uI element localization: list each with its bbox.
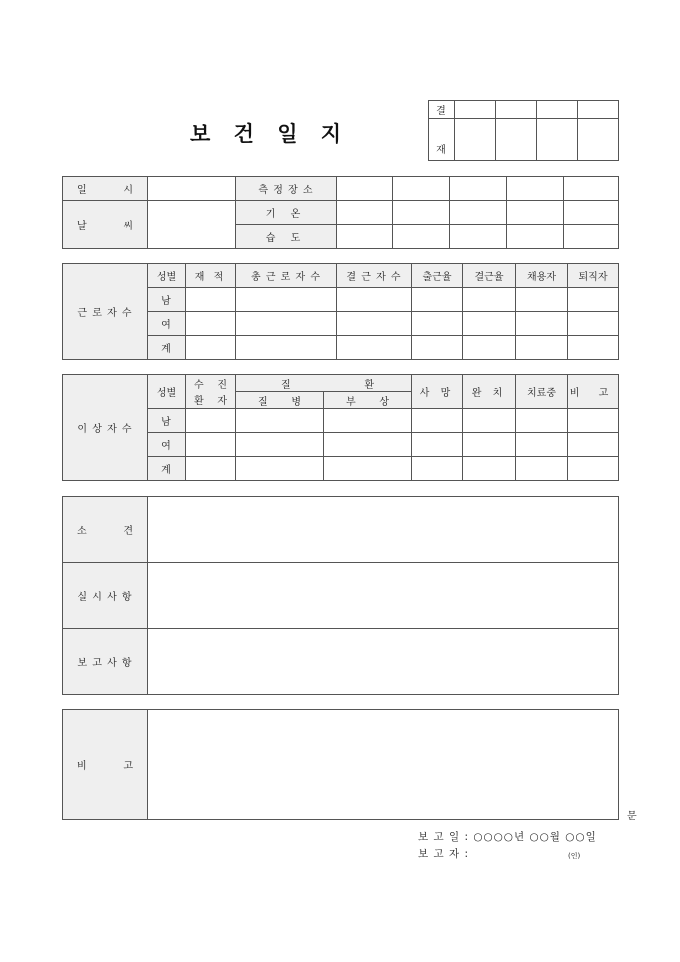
place-cell[interactable] [450,177,507,201]
approval-table [428,100,619,161]
patients-cell[interactable] [516,409,568,433]
workers-cell[interactable] [463,336,516,360]
patients-cell[interactable] [412,433,463,457]
approval-cell[interactable] [496,101,537,119]
approval-label-bottom: 재 [429,119,455,161]
workers-cell[interactable] [568,336,619,360]
workers-cell[interactable] [412,336,463,360]
place-label: 측 정 장 소 [236,177,337,201]
humidity-cell[interactable] [450,225,507,249]
patients-cell[interactable] [186,409,236,433]
actions-field[interactable] [148,563,619,629]
approval-cell[interactable] [455,101,496,119]
patients-header-cured: 완 치 [463,375,516,409]
workers-header-hired: 채용자 [516,264,568,288]
approval-label-top: 결 [429,101,455,119]
humidity-cell[interactable] [507,225,564,249]
patients-cell[interactable] [324,457,412,481]
approval-sign-cell[interactable] [578,119,619,161]
patients-header-treated-bottom: 환 자 [186,392,236,409]
remarks-table [62,709,619,820]
workers-row-male: 남 [148,288,186,312]
workers-cell[interactable] [236,312,337,336]
patients-cell[interactable] [324,433,412,457]
workers-cell[interactable] [463,312,516,336]
patients-cell[interactable] [412,409,463,433]
workers-cell[interactable] [337,336,412,360]
actions-label: 실 시 사 항 [63,563,148,629]
workers-cell[interactable] [516,336,568,360]
approval-sign-cell[interactable] [455,119,496,161]
workers-cell[interactable] [186,336,236,360]
patients-header-disease: 질 병 [236,392,324,409]
patients-cell[interactable] [412,457,463,481]
temp-cell[interactable] [564,201,619,225]
workers-header-gender: 성별 [148,264,186,288]
weather-value[interactable] [148,201,236,249]
workers-cell[interactable] [236,336,337,360]
temp-cell[interactable] [507,201,564,225]
workers-table [62,263,619,360]
approval-sign-cell[interactable] [496,119,537,161]
approval-cell[interactable] [537,101,578,119]
patients-row-total: 계 [148,457,186,481]
temp-cell[interactable] [393,201,450,225]
workers-header-enrolled: 재 적 [186,264,236,288]
patients-row-female: 여 [148,433,186,457]
patients-cell[interactable] [463,409,516,433]
place-cell[interactable] [564,177,619,201]
workers-cell[interactable] [412,312,463,336]
report-field[interactable] [148,629,619,695]
workers-header-total: 총 근 로 자 수 [236,264,337,288]
temp-cell[interactable] [337,201,393,225]
weather-label: 날 씨 [63,201,148,249]
seal-mark: (인) [568,852,581,860]
workers-row-total: 계 [148,336,186,360]
workers-header-attendance-rate: 출근율 [412,264,463,288]
patients-cell[interactable] [516,433,568,457]
place-cell[interactable] [337,177,393,201]
patients-header-injury: 부 상 [324,392,412,409]
patients-cell[interactable] [236,457,324,481]
report-label: 보 고 사 항 [63,629,148,695]
patients-header-treated-top: 수 진 [186,375,236,392]
humidity-cell[interactable] [393,225,450,249]
workers-cell[interactable] [186,288,236,312]
opinion-field[interactable] [148,497,619,563]
workers-cell[interactable] [463,288,516,312]
patients-cell[interactable] [568,433,619,457]
patients-table [62,374,619,481]
patients-header-remarks: 비 고 [568,375,619,409]
temp-cell[interactable] [450,201,507,225]
patients-section-label: 이 상 자 수 [63,375,148,481]
patients-header-in-treatment: 치료중 [516,375,568,409]
patients-cell[interactable] [516,457,568,481]
date-label: 일 시 [63,177,148,201]
patients-cell[interactable] [236,409,324,433]
date-value[interactable] [148,177,236,201]
workers-cell[interactable] [516,312,568,336]
workers-cell[interactable] [516,288,568,312]
patients-header-gender: 성별 [148,375,186,409]
workers-header-absent: 결 근 자 수 [337,264,412,288]
notes-table [62,496,619,695]
place-cell[interactable] [393,177,450,201]
patients-cell[interactable] [186,457,236,481]
remarks-field[interactable] [148,710,619,820]
patients-cell[interactable] [324,409,412,433]
side-label: 문 [627,811,637,822]
remarks-label: 비 고 [63,710,148,820]
general-info-table [62,176,619,249]
workers-cell[interactable] [568,312,619,336]
place-cell[interactable] [507,177,564,201]
workers-header-absence-rate: 결근율 [463,264,516,288]
humidity-label: 습 도 [236,225,337,249]
workers-cell[interactable] [236,288,337,312]
patients-cell[interactable] [568,409,619,433]
patients-cell[interactable] [186,433,236,457]
humidity-cell[interactable] [337,225,393,249]
workers-section-label: 근 로 자 수 [63,264,148,360]
workers-cell[interactable] [412,288,463,312]
workers-cell[interactable] [568,288,619,312]
workers-cell[interactable] [337,288,412,312]
patients-row-male: 남 [148,409,186,433]
approval-sign-cell[interactable] [537,119,578,161]
patients-cell[interactable] [463,433,516,457]
page-title: 보 건 일 지 [190,122,350,146]
workers-cell[interactable] [337,312,412,336]
approval-cell[interactable] [578,101,619,119]
temp-label: 기 온 [236,201,337,225]
patients-cell[interactable] [236,433,324,457]
patients-cell[interactable] [463,457,516,481]
patients-header-illness: 질 환 [236,375,412,392]
report-date: 보 고 일 : ○○○○년 ○○월 ○○일 [418,831,597,843]
workers-header-retired: 퇴직자 [568,264,619,288]
patients-cell[interactable] [568,457,619,481]
workers-row-female: 여 [148,312,186,336]
patients-header-death: 사 망 [412,375,463,409]
reporter: 보 고 자 : [418,848,469,860]
workers-cell[interactable] [186,312,236,336]
opinion-label: 소 견 [63,497,148,563]
humidity-cell[interactable] [564,225,619,249]
